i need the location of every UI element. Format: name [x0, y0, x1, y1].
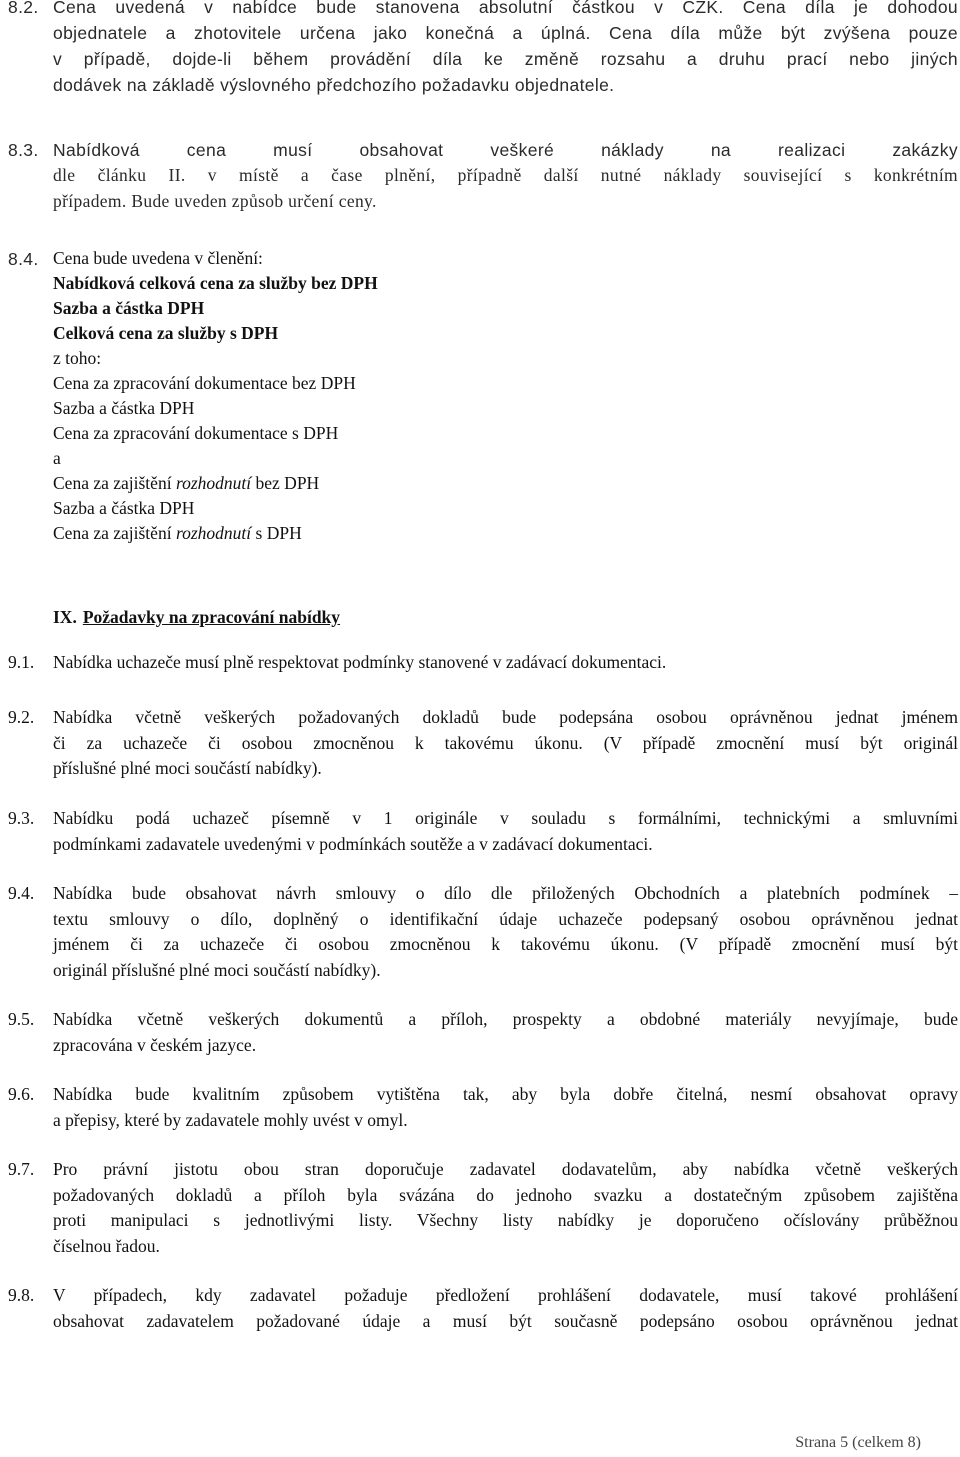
text-line: příslušné plné moci součástí nabídky).: [53, 758, 322, 778]
text-line: Nabídka včetně veškerých dokumentů a příloh, prospekty a obdobné materiály nevyjímaje, bude: [53, 1009, 958, 1029]
paragraph-9-5: [8, 1007, 958, 1058]
breakdown-line: Sazba a částka DPH: [53, 498, 195, 518]
text-line: v případě, dojde-li během provádění díla ke změně rozsahu a druhu prací nebo jiných: [53, 49, 958, 69]
paragraph-body: [53, 1283, 958, 1334]
paragraph-9-6: [8, 1082, 958, 1133]
paragraph-number: 9.3.: [8, 808, 35, 828]
paragraph-body: [53, 0, 958, 98]
paragraph-number: 8.4.: [8, 249, 39, 269]
text-line: číselnou řadou.: [53, 1235, 160, 1256]
paragraph-number: 9.5.: [8, 1009, 35, 1029]
paragraph-8-3: [8, 137, 958, 214]
breakdown-line: Sazba a částka DPH: [53, 398, 195, 418]
paragraph-number: 9.8.: [8, 1285, 35, 1305]
text-line: obsahovat zadavatelem požadované údaje a musí být současně podepsáno osobou oprávněnou jednat: [53, 1310, 958, 1331]
paragraph-body: [53, 1082, 958, 1133]
paragraph-body: [53, 1157, 958, 1259]
text-line: objednatele a zhotovitele určena jako konečná a úplná. Cena díla může být zvýšena pouze: [53, 23, 958, 43]
breakdown-line: Cena za zajištění rozhodnutí bez DPH: [53, 473, 320, 493]
text-line: Cena uvedená v nabídce bude stanovena absolutní částkou v CZK. Cena díla je dohodou: [53, 0, 958, 17]
text-line: Nabídka včetně veškerých požadovaných dokladů bude podepsána osobou oprávněnou jednat jménem: [53, 707, 958, 727]
paragraph-number: 9.2.: [8, 707, 35, 727]
paragraph-number: 8.3.: [8, 140, 39, 160]
paragraph-8-4: [8, 246, 958, 546]
paragraph-number: 9.6.: [8, 1084, 35, 1104]
text-line: Pro právní jistotu obou stran doporučuje zadavatel dodavatelům, aby nabídka včetně veškerých: [53, 1159, 958, 1179]
text-line: Nabídka bude obsahovat návrh smlouvy o dílo dle přiložených Obchodních a platebních podmínek –: [53, 883, 958, 903]
text-line: případem. Bude uveden způsob určení ceny.: [53, 190, 377, 211]
paragraph-body: [53, 881, 958, 983]
text-line: Nabídka uchazeče musí plně respektovat podmínky stanovené v zadávací dokumentaci.: [53, 652, 667, 672]
text-line: originál příslušné plné moci součástí nabídky).: [53, 959, 381, 980]
text-line: dodávek na základě výslovného předchozího požadavku objednatele.: [53, 75, 615, 95]
text-line: dle článku II. v místě a čase plnění, případně další nutné náklady související s konkrétním: [53, 165, 958, 185]
text-line: proti manipulaci s jednotlivými listy. Všechny listy nabídky je doporučeno očíslovány průběžnou: [53, 1210, 958, 1230]
breakdown-line: Celková cena za služby s DPH: [53, 323, 279, 343]
breakdown-line: Nabídková celková cena za služby bez DPH: [53, 273, 378, 293]
text-line: podmínkami zadavatele uvedenými v podmínkách soutěže a v zadávací dokumentaci.: [53, 833, 653, 854]
paragraph-9-2: [8, 705, 958, 782]
text-line: Nabídková cena musí obsahovat veškeré náklady na realizaci zakázky: [53, 140, 958, 160]
section-number: IX.: [53, 607, 77, 627]
text-line: Nabídka bude kvalitním způsobem vytištěna tak, aby byla dobře čitelná, nesmí obsahovat opravy: [53, 1084, 958, 1104]
text-line: Nabídku podá uchazeč písemně v 1 originále v souladu s formálními, technickými a smluvními: [53, 808, 958, 828]
breakdown-line: Cena za zajištění rozhodnutí s DPH: [53, 523, 302, 543]
paragraph-body: [53, 705, 958, 782]
paragraph-body: [53, 137, 958, 163]
breakdown-line: Cena za zpracování dokumentace s DPH: [53, 423, 339, 443]
paragraph-9-8: [8, 1283, 958, 1334]
breakdown-line: Cena za zpracování dokumentace bez DPH: [53, 373, 356, 393]
paragraph-number: 9.4.: [8, 883, 35, 903]
breakdown-line: z toho:: [53, 348, 102, 368]
paragraph-body: [53, 1007, 958, 1058]
page-number-footer: Strana 5 (celkem 8): [795, 1434, 921, 1451]
paragraph-9-1: [8, 650, 958, 676]
section-heading: [53, 604, 340, 630]
text-line: požadovaných dokladů a příloh byla svázána do jednoho svazku a dostatečným způsobem zajištěna: [53, 1184, 958, 1205]
breakdown-line: Sazba a částka DPH: [53, 298, 205, 318]
price-breakdown-list: [53, 246, 958, 546]
paragraph-8-2: [8, 0, 958, 98]
breakdown-line: a: [53, 448, 61, 468]
text-line: a přepisy, které by zadavatele mohly uvést v omyl.: [53, 1109, 408, 1130]
text-line: zpracována v českém jazyce.: [53, 1034, 257, 1055]
paragraph-9-3: [8, 806, 958, 857]
paragraph-number: 9.1.: [8, 652, 35, 672]
text-line: V případech, kdy zadavatel požaduje předložení prohlášení dodavatele, musí takové prohlášení: [53, 1285, 958, 1305]
breakdown-intro: Cena bude uvedena v členění:: [53, 248, 263, 268]
paragraph-9-7: [8, 1157, 958, 1259]
paragraph-body: [53, 650, 958, 676]
paragraph-number: 8.2.: [8, 0, 39, 17]
paragraph-number: 9.7.: [8, 1159, 35, 1179]
text-line: textu smlouvy o dílo, doplněný o identifikační údaje uchazeče podepsaný osobou oprávněnou jednat: [53, 908, 958, 929]
text-line: jménem či za uchazeče či osobou zmocněnou k takovému úkonu. (V případě zmocnění musí být: [53, 934, 958, 954]
paragraph-body: [53, 806, 958, 857]
section-title: Požadavky na zpracování nabídky: [82, 607, 341, 627]
paragraph-9-4: [8, 881, 958, 983]
text-line: či za uchazeče či osobou zmocněnou k takovému úkonu. (V případě zmocnění musí být originál: [53, 732, 958, 753]
